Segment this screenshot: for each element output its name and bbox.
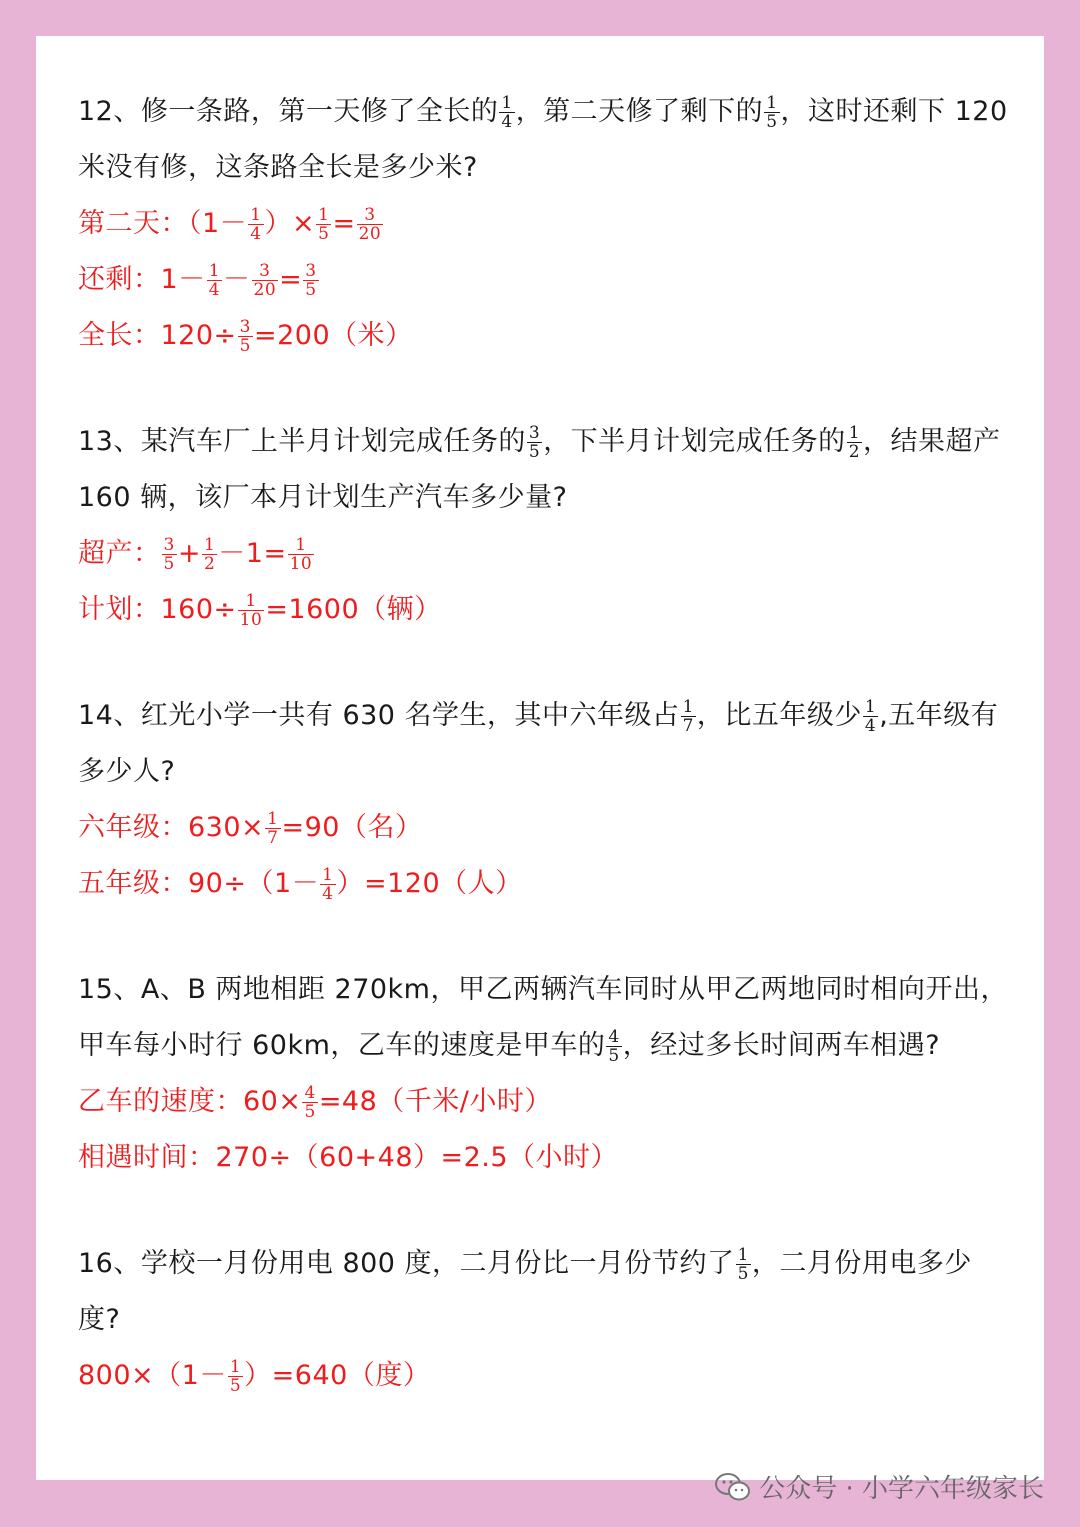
fraction-denominator: 5: [229, 1376, 242, 1396]
problem-block: [78, 414, 1008, 638]
text-segment: =48（千米/小时）: [318, 1086, 552, 1117]
fraction-denominator: 5: [163, 554, 175, 574]
answer-line: [78, 308, 1008, 364]
answer-line: [78, 1348, 1008, 1404]
watermark: [715, 1468, 1044, 1505]
text-segment: 12、修一条路，第一天修了全长的: [78, 96, 499, 127]
text-segment: =1600（辆）: [265, 594, 442, 625]
answer-line: [78, 196, 1008, 252]
fraction-numerator: 3: [357, 206, 384, 225]
fraction-denominator: 20: [358, 224, 382, 244]
text-segment: ）=640（度）: [244, 1360, 431, 1391]
fraction-numerator: 1: [737, 1245, 749, 1265]
fraction-numerator: 1: [318, 205, 330, 225]
fraction: [162, 536, 177, 573]
fraction-numerator: 1: [682, 697, 694, 717]
fraction-denominator: 5: [608, 1046, 620, 1066]
text-segment: 六年级：630×: [78, 812, 265, 843]
text-segment: ）=120（人）: [336, 868, 523, 899]
fraction-denominator: 5: [305, 280, 317, 300]
fraction-denominator: 4: [864, 716, 877, 736]
question-text: [78, 688, 1008, 800]
text-segment: ，经过多长时间两车相遇?: [622, 1030, 941, 1061]
text-segment: =200（米）: [254, 320, 413, 351]
fraction: [320, 866, 335, 903]
fraction: [316, 206, 331, 243]
fraction: [357, 206, 384, 243]
fraction-numerator: 1: [322, 865, 334, 885]
text-segment: ，下半月计划完成任务的: [543, 426, 846, 457]
text-segment: ，第二天修了剩下的: [515, 96, 764, 127]
fraction: [265, 810, 280, 847]
fraction-numerator: 3: [305, 261, 317, 281]
fraction-numerator: 3: [239, 317, 251, 337]
fraction: [228, 1358, 243, 1395]
fraction-denominator: 4: [322, 884, 334, 904]
fraction-numerator: 4: [608, 1027, 620, 1047]
question-text: [78, 962, 1008, 1074]
fraction: [736, 1246, 751, 1283]
text-segment: 还剩：1－: [78, 264, 206, 295]
problem-block: [78, 962, 1008, 1186]
fraction-denominator: 20: [253, 280, 277, 300]
problem-block: [78, 84, 1008, 364]
text-segment: 16、学校一月份用电 800 度，二月份比一月份节约了: [78, 1248, 735, 1279]
question-text: [78, 1236, 1008, 1348]
answer-line: [78, 526, 1008, 582]
fraction: [238, 592, 265, 629]
fraction-denominator: 5: [528, 442, 541, 462]
text-segment: ,五年级有多少人?: [78, 700, 999, 787]
answer-line: [78, 252, 1008, 308]
fraction-numerator: 1: [203, 535, 216, 555]
fraction: [303, 262, 318, 299]
wechat-icon: [715, 1472, 751, 1502]
fraction: [764, 94, 779, 131]
text-segment: +: [177, 538, 201, 569]
fraction-numerator: 1: [864, 697, 877, 717]
fraction-denominator: 7: [682, 716, 694, 736]
fraction-numerator: 1: [208, 261, 221, 281]
fraction-denominator: 2: [203, 554, 216, 574]
fraction-numerator: 3: [528, 423, 541, 443]
fraction-numerator: 1: [238, 592, 265, 611]
fraction: [207, 262, 222, 299]
text-segment: 相遇时间：270÷（60+48）=2.5（小时）: [78, 1142, 619, 1173]
fraction: [863, 698, 878, 735]
text-segment: =90（名）: [281, 812, 423, 843]
fraction-denominator: 4: [208, 280, 221, 300]
text-segment: ）×: [264, 208, 316, 239]
fraction-denominator: 5: [318, 224, 330, 244]
fraction: [527, 424, 542, 461]
fraction-denominator: 4: [501, 112, 513, 132]
text-segment: 13、某汽车厂上半月计划完成任务的: [78, 426, 526, 457]
text-segment: 超产：: [78, 538, 161, 569]
text-segment: 800×（1－: [78, 1360, 227, 1391]
fraction-numerator: 1: [229, 1357, 242, 1377]
problem-block: [78, 688, 1008, 912]
text-segment: ，二月份用电多少度?: [78, 1248, 972, 1335]
fraction-numerator: 1: [766, 93, 778, 113]
fraction-denominator: 5: [737, 1264, 749, 1284]
question-text: [78, 84, 1008, 196]
text-segment: 第二天：（1－: [78, 208, 248, 239]
answer-line: [78, 800, 1008, 856]
fraction-numerator: 1: [848, 423, 861, 443]
fraction: [288, 536, 315, 573]
fraction-numerator: 4: [304, 1083, 316, 1103]
fraction: [238, 318, 253, 355]
fraction-numerator: 1: [267, 809, 279, 829]
fraction: [252, 262, 279, 299]
fraction: [606, 1028, 621, 1065]
text-segment: 五年级：90÷（1－: [78, 868, 320, 899]
text-segment: ，比五年级少: [696, 700, 862, 731]
fraction-denominator: 7: [267, 828, 279, 848]
fraction-denominator: 5: [304, 1102, 316, 1122]
text-segment: 计划：160÷: [78, 594, 237, 625]
problem-list: [78, 84, 1008, 1454]
answer-line: [78, 1074, 1008, 1130]
answer-line: [78, 1130, 1008, 1186]
fraction: [202, 536, 217, 573]
fraction-denominator: 10: [289, 554, 313, 574]
fraction-denominator: 2: [848, 442, 861, 462]
text-segment: 乙车的速度：60×: [78, 1086, 302, 1117]
fraction: [847, 424, 862, 461]
fraction-numerator: 3: [252, 262, 279, 281]
fraction-numerator: 3: [163, 535, 175, 555]
fraction: [302, 1084, 317, 1121]
text-segment: =: [332, 208, 356, 239]
text-segment: 15、A、B 两地相距 270km，甲乙两辆汽车同时从甲乙两地同时相向开出，甲车每小时行 60km，乙车的速度是甲车的: [78, 974, 1008, 1061]
watermark-text: 公众号 · 小学六年级家长: [759, 1474, 1044, 1504]
answer-line: [78, 856, 1008, 912]
text-segment: =: [279, 264, 303, 295]
fraction: [681, 698, 696, 735]
fraction-numerator: 1: [250, 205, 262, 225]
text-segment: ，结果超产 160 辆，该厂本月计划生产汽车多少量?: [78, 426, 1001, 513]
fraction-denominator: 10: [239, 610, 263, 630]
fraction-numerator: 1: [501, 93, 513, 113]
problem-block: [78, 1236, 1008, 1404]
fraction-denominator: 5: [239, 336, 251, 356]
question-text: [78, 414, 1008, 526]
answer-line: [78, 582, 1008, 638]
text-segment: 全长：120÷: [78, 320, 237, 351]
text-segment: ，这时还剩下 120 米没有修，这条路全长是多少米?: [78, 96, 1008, 183]
fraction: [248, 206, 263, 243]
text-segment: －1=: [218, 538, 287, 569]
fraction-denominator: 4: [250, 224, 262, 244]
text-segment: 14、红光小学一共有 630 名学生，其中六年级占: [78, 700, 680, 731]
fraction-denominator: 5: [766, 112, 778, 132]
worksheet-page: [36, 36, 1044, 1480]
fraction-numerator: 1: [288, 536, 315, 555]
fraction: [499, 94, 514, 131]
text-segment: －: [223, 264, 251, 295]
